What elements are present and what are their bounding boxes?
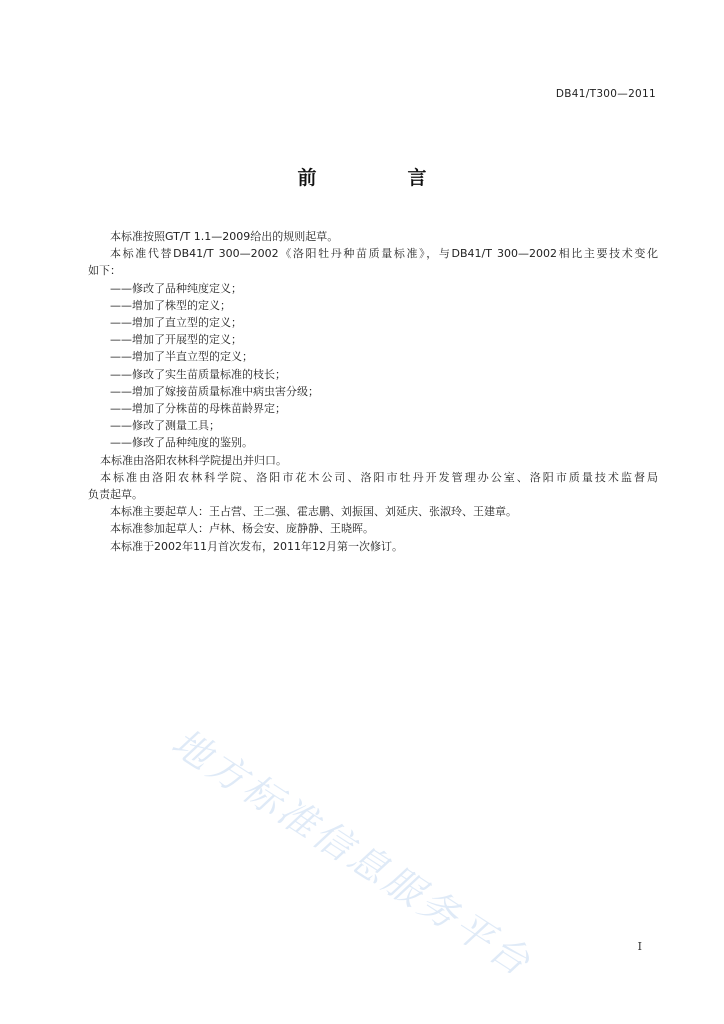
change-item: ——修改了实生苗质量标准的枝长； xyxy=(110,367,286,381)
paragraph-drafting-rules: 本标准按照GT/T 1.1—2009给出的规则起草。 xyxy=(110,230,339,243)
change-item: ——增加了开展型的定义； xyxy=(110,333,242,347)
paragraph-replaces-line1: 本标准代替DB41/T 300—2002《洛阳牡丹种苗质量标准》，与DB41/T 300—2002相比主要技术变化 xyxy=(110,247,658,261)
page-title: 前 言 xyxy=(297,167,463,189)
page-number: I xyxy=(637,940,642,953)
foreword-body xyxy=(88,228,658,555)
watermark-text: 地方标准信息服务平台 xyxy=(164,719,541,986)
paragraph-drafted-by-line1: 本标准由洛阳农林科学院、洛阳市花木公司、洛阳市牡丹开发管理办公室、洛阳市质量技术监督局 xyxy=(100,470,658,484)
change-item: ——增加了株型的定义； xyxy=(110,298,231,312)
paragraph-participating-drafters: 本标准参加起草人：卢林、杨会安、庞静静、王晓晖。 xyxy=(110,522,374,536)
paragraph-release-history: 本标准于2002年11月首次发布，2011年12月第一次修订。 xyxy=(110,539,403,553)
paragraph-drafted-by-line2: 负责起草。 xyxy=(88,488,143,502)
standard-code: DB41/T300—2011 xyxy=(555,88,656,100)
paragraph-main-drafters: 本标准主要起草人：王占营、王二强、霍志鹏、刘振国、刘延庆、张淑玲、王建章。 xyxy=(110,505,517,519)
change-item: ——增加了嫁接苗质量标准中病虫害分级； xyxy=(110,384,319,398)
change-item: ——增加了分株苗的母株苗龄界定； xyxy=(110,402,286,416)
change-item: ——修改了品种纯度的鉴别。 xyxy=(110,436,253,450)
paragraph-proposed-by: 本标准由洛阳农林科学院提出并归口。 xyxy=(100,453,287,467)
change-item: ——增加了直立型的定义； xyxy=(110,316,242,330)
change-item: ——修改了测量工具； xyxy=(110,419,220,433)
paragraph-replaces-line2: 如下： xyxy=(88,264,121,278)
change-item: ——修改了品种纯度定义； xyxy=(110,281,242,295)
change-item: ——增加了半直立型的定义； xyxy=(110,350,253,364)
